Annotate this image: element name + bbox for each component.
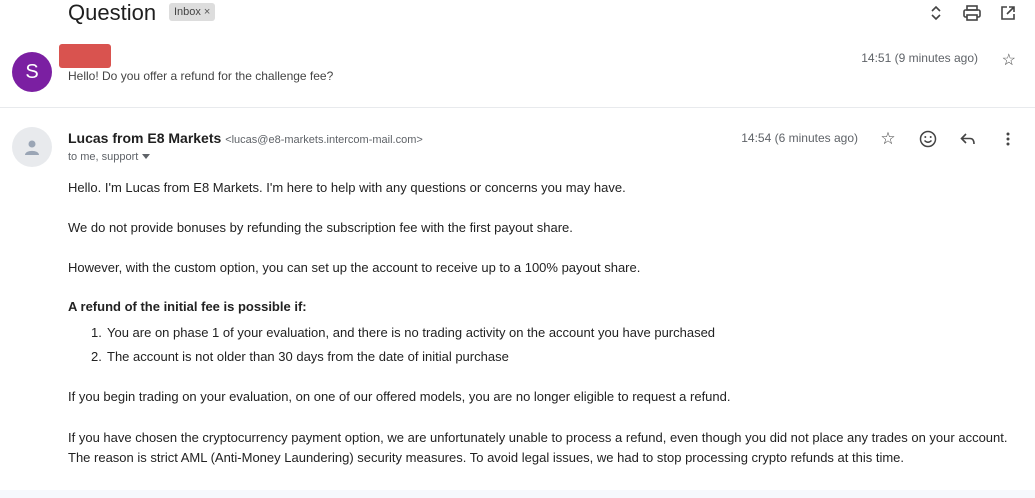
- refund-conditions-list: [68, 321, 715, 369]
- body-paragraph: We do not provide bonuses by refunding the subscription fee with the first payout share.: [68, 220, 573, 235]
- sender-name[interactable]: Lucas from E8 Markets: [68, 130, 222, 146]
- chevron-down-icon[interactable]: [142, 151, 150, 163]
- emoji-icon[interactable]: [918, 129, 938, 149]
- list-item: 1. You are on phase 1 of your evaluation, and there is no trading activity on the account you have purchased: [91, 325, 716, 340]
- avatar[interactable]: S: [12, 52, 52, 92]
- thread-subject: Question: [68, 0, 157, 25]
- recipients-line: [68, 151, 150, 163]
- message-time: 14:51 (9 minutes ago): [861, 51, 978, 65]
- expand-collapse-icon[interactable]: [926, 4, 946, 22]
- star-icon[interactable]: ☆: [1001, 52, 1016, 69]
- expanded-message: [0, 108, 1035, 498]
- message-time: 14:54 (6 minutes ago): [741, 131, 858, 145]
- list-item: 2. The account is not older than 30 days from the date of initial purchase: [91, 349, 509, 364]
- body-paragraph: Hello. I'm Lucas from E8 Markets. I'm here to help with any questions or concerns you may have.: [68, 180, 626, 195]
- body-paragraph: If you begin trading on your evaluation, on one of our offered models, you are no longer eligible to request a refund.: [68, 389, 731, 404]
- label-text: Inbox: [174, 6, 201, 18]
- more-vert-icon[interactable]: [998, 129, 1018, 149]
- message-snippet: Hello! Do you offer a refund for the challenge fee?: [68, 69, 334, 83]
- body-paragraph: If you have chosen the cryptocurrency payment option, we are unfortunately unable to process a refund, even though you did not place any trades on your account. The reason is strict AML (Anti-Money Laundering) security measures. To avoid legal issues, we had to stop processing crypto refunds at this time.: [68, 430, 1008, 465]
- remove-label-icon[interactable]: ×: [203, 6, 211, 18]
- inbox-label-chip[interactable]: [169, 3, 215, 21]
- print-icon[interactable]: [962, 4, 982, 22]
- body-paragraph: However, with the custom option, you can set up the account to receive up to a 100% payout share.: [68, 260, 641, 275]
- sender-email: <lucas@e8-markets.intercom-mail.com>: [225, 134, 423, 146]
- redacted-sender-name: [59, 44, 111, 68]
- avatar[interactable]: [12, 127, 52, 167]
- star-icon[interactable]: ☆: [880, 129, 896, 148]
- sender-line: [68, 130, 423, 146]
- thread-header: [0, 0, 1035, 30]
- body-heading: A refund of the initial fee is possible if:: [68, 299, 307, 314]
- reply-icon[interactable]: [958, 129, 978, 149]
- recipients: to me, support: [68, 151, 139, 163]
- open-in-new-window-icon[interactable]: [998, 4, 1018, 22]
- bottom-bar: [0, 490, 1035, 498]
- collapsed-message[interactable]: [0, 42, 1035, 108]
